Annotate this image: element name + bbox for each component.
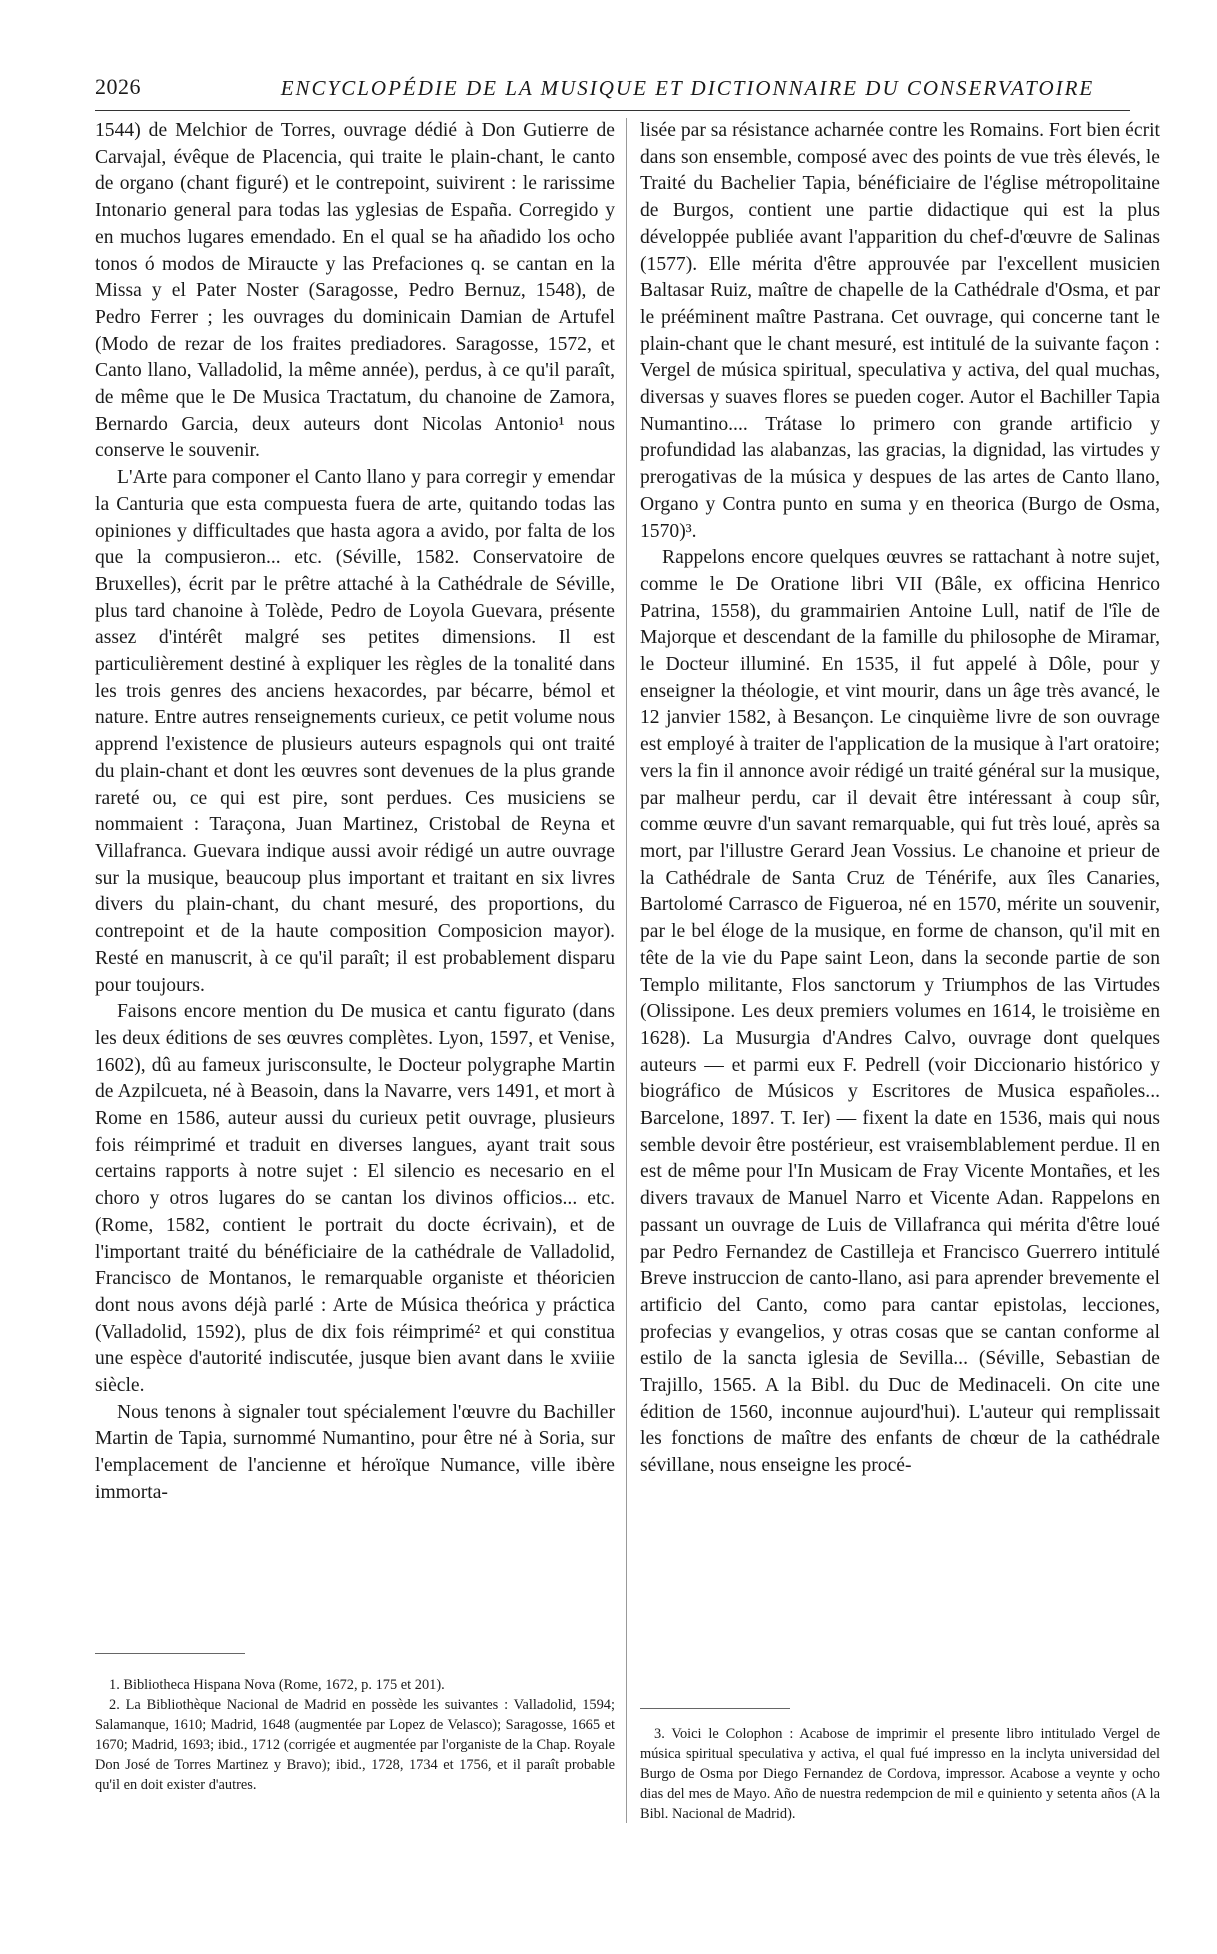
paragraph: 1544) de Melchior de Torres, ouvrage dédié à Don Gutierre de Carvajal, évêque de Placencia, qui traite le plain-chant, le canto de organo (chant figuré) et le contrepoint, suivirent : le rarissime Intonario general para todas las yglesias de España. Corregido y en muchos lugares emendado. En el qual se ha añadido los ocho tonos ó modos de Miraucte y las Prefaciones q. se cantan en la Missa y el Pater Noster (Saragosse, Pedro Bernuz, 1548), de Pedro Ferrer ; les ouvrages du dominicain Damian de Artufel (Modo de rezar de los fraites prediadores. Saragosse, 1572, et Canto llano, Valladolid, la même année), perdus, à ce qu'il paraît, de même que le De Musica Tractatum, du chanoine de Zamora, Bernardo Garcia, deux auteurs dont Nicolas Antonio¹ nous conserve le souvenir. (95, 120, 615, 462)
footnote: 3. Voici le Colophon : Acabose de imprimir el presente libro intitulado Vergel de música spiritual speculativa y activa, el qual fué impresso en la inclyta universidad del Burgo de Osma por Diego Fernandez de Cordova, impressor. Acabose a veynte y ocho dias del mes de Mayo. Año de nuestra redempcion de mil e quiniento y setenta años (A la Bibl. Nacional de Madrid). (640, 1726, 1160, 1822)
paragraph: L'Arte para componer el Canto llano y para corregir y emendar la Canturia que esta compuesta fuera de arte, quitando todas las opiniones y difficultades que hasta agora a avido, por falta de los que la compusieron... etc. (Séville, 1582. Conservatoire de Bruxelles), écrit par le prêtre attaché à la Cathédrale de Séville, plus tard chanoine à Tolède, Pedro de Loyola Guevara, présente assez d'intérêt malgré ses petites dimensions. Il est particulièrement destiné à expliquer les règles de la tonalité dans les trois genres des anciens hexacordes, par bécarre, bémol et nature. Entre autres renseignements curieux, ce petit volume nous apprend l'existence de plusieurs auteurs espagnols qui ont traité du plain-chant et dont les œuvres sont devenues de la plus grande rareté ou, ce qui est pire, sont perdues. Ces musiciens se nommaient : Taraçona, Juan Martinez, Cristobal de Reyna et Villafranca. Guevara indique aussi avoir rédigé un autre ouvrage sur la musique, beaucoup plus important et traitant en six livres divers du plain-chant, du chant mesuré, des proportions, du contrepoint et de la haute composition Composicion mayor). Resté en manuscrit, à ce qu'il paraît; il est probablement disparu pour toujours. (95, 467, 615, 996)
paragraph: Faisons encore mention du De musica et cantu figurato (dans les deux éditions de ses œuvres complètes. Lyon, 1597, et Venise, 1602), dû au fameux jurisconsulte, le Docteur polygraphe Martin de Azpilcueta, né à Beasoin, dans la Navarre, vers 1491, et mort à Rome en 1586, auteur aussi du curieux petit ouvrage, plusieurs fois réimprimé et traduit en diverses langues, ayant trait sous certains rapports à notre sujet : El silencio es necesario en el choro y otros lugares do se cantan los divinos officios... etc. (Rome, 1582, contient le portrait du docte écrivain), et de l'important traité du bénéficiaire de la cathédrale de Valladolid, Francisco de Montanos, le remarquable organiste et théoricien dont nous avons déjà parlé : Arte de Música theórica y práctica (Valladolid, 1592), plus de dix fois réimprimé² et qui constitua une espèce d'autorité indiscutée, jusque bien avant dans le xviiie siècle. (95, 1001, 615, 1397)
column-divider (626, 118, 627, 1823)
paragraph: Nous tenons à signaler tout spécialement l'œuvre du Bachiller Martin de Tapia, surnommé Numantino, pour être né à Soria, sur l'emplacement de l'ancienne et héroïque Numance, ville ibère immorta- (95, 1401, 615, 1503)
paragraph: Rappelons encore quelques œuvres se rattachant à notre sujet, comme le De Oratione libri VII (Bâle, ex officina Henrico Patrina, 1558), du grammairien Antoine Lull, natif de l'île de Majorque et descendant de la famille du philosophe de Miramar, le Docteur illuminé. En 1535, il fut appelé à Dôle, pour y enseigner la théologie, et vint mourir, dans un âge très avancé, le 12 janvier 1582, à Besançon. Le cinquième livre de son ouvrage est employé à traiter de l'application de la musique à l'art oratoire; vers la fin il annonce avoir rédigé un traité général sur la musique, par malheur perdu, car il devait être intéressant à coup sûr, comme œuvre d'un savant remarquable, qui fut très loué, après sa mort, par l'illustre Gerard Jean Vossius. Le chanoine et prieur de la Cathédrale de Santa Cruz de Ténérife, aux îles Canaries, Bartolomé Carrasco de Figueroa, né en 1570, mérite un souvenir, par le bel éloge de la musique, en forme de chanson, qu'il mit en tête de la vie du Pape saint Leon, dans la seconde partie de son Templo militante, Flos sanctorum y Triumphos de las Virtudes (Olissipone. Les deux premiers volumes en 1614, le troisième en 1628). La Musurgia d'Andres Calvo, ouvrage dont quelques auteurs — et parmi eux F. Pedrell (voir Diccionario histórico y biográfico de Músicos y Escritores de Musica españoles... Barcelone, 1897. T. Ier) — fixent la date en 1536, mais qui nous semble devoir être postérieur, est vraisemblablement perdue. Il en est de même pour l'In Musicam de Fray Vicente Montañes, et les divers travaux de Manuel Narro et Vicente Adan. Rappelons en passant un ouvrage de Luis de Villafranca qui mérita d'être loué par Pedro Fernandez de Castilleja et Francisco Guerrero intitulé Breve instruccion de canto-llano, asi para aprender brevemente el artificio del Canto, como para cantar epistolas, lecciones, profecias y evangelios, y otras cosas que se cantan conforme al estilo de la sancta iglesia de Sevilla... (Séville, Sebastian de Trajillo, 1565. A la Bibl. du Duc de Medinaceli. On cite une édition de 1560, inconnue aujourd'hui). L'auteur qui remplissait les fonctions de maître des enfants de chœur de la cathédrale sévillane, nous enseigne les procé- (640, 547, 1160, 1477)
page-header (95, 70, 1130, 111)
right-column (640, 118, 1160, 1480)
paragraph: lisée par sa résistance acharnée contre les Romains. Fort bien écrit dans son ensemble, composé avec des points de vue très élevés, le Traité du Bachelier Tapia, bénéficiaire de l'église métropolitaine de Burgos, contient une partie didactique qui est la plus développée publiée avant l'apparition du chef-d'œuvre de Salinas (1577). Elle mérita d'être approuvée par l'excellent musicien Baltasar Ruiz, maître de chapelle de la Cathédrale d'Osma, et par le prééminent maître Pastrana. Cet ouvrage, qui concerne tant le plain-chant que le chant mesuré, est intitulé de la suivante façon : Vergel de música spiritual, speculativa y activa, del qual muchas, diversas y suaves flores se pueden coger. Autor el Bachiller Tapia Numantino.... Trátase lo primero con grande artificio y profundidad las alabanzas, las gracias, la dignidad, las virtudes y prerogativas de la música y despues de las artes de Canto llano, Organo y Contra punto en suma y en theorica (Burgo de Osma, 1570)³. (640, 120, 1160, 542)
footnotes-right (640, 1724, 1160, 1824)
running-title: ENCYCLOPÉDIE DE LA MUSIQUE ET DICTIONNAIRE DU CONSERVATOIRE (280, 76, 1095, 100)
footnotes-left (95, 1675, 615, 1795)
footnote-rule (95, 1653, 245, 1654)
footnote: 1. Bibliotheca Hispana Nova (Rome, 1672, p. 175 et 201). (109, 1677, 445, 1693)
footnote: 2. La Bibliothèque Nacional de Madrid en possède les suivantes : Valladolid, 1594; Salamanque, 1610; Madrid, 1648 (augmentée par Lopez de Velasco); Saragosse, 1665 et 1670; Madrid, 1693; ibid., 1712 (corrigée et augmentée par l'organiste de la Chap. Royale Don José de Torres Martinez y Bravo); ibid., 1728, 1734 et 1756, et il paraît probable qu'il en doit exister d'autres. (95, 1697, 615, 1793)
page-number: 2026 (95, 74, 141, 99)
left-column (95, 118, 615, 1507)
footnote-rule (640, 1708, 790, 1709)
